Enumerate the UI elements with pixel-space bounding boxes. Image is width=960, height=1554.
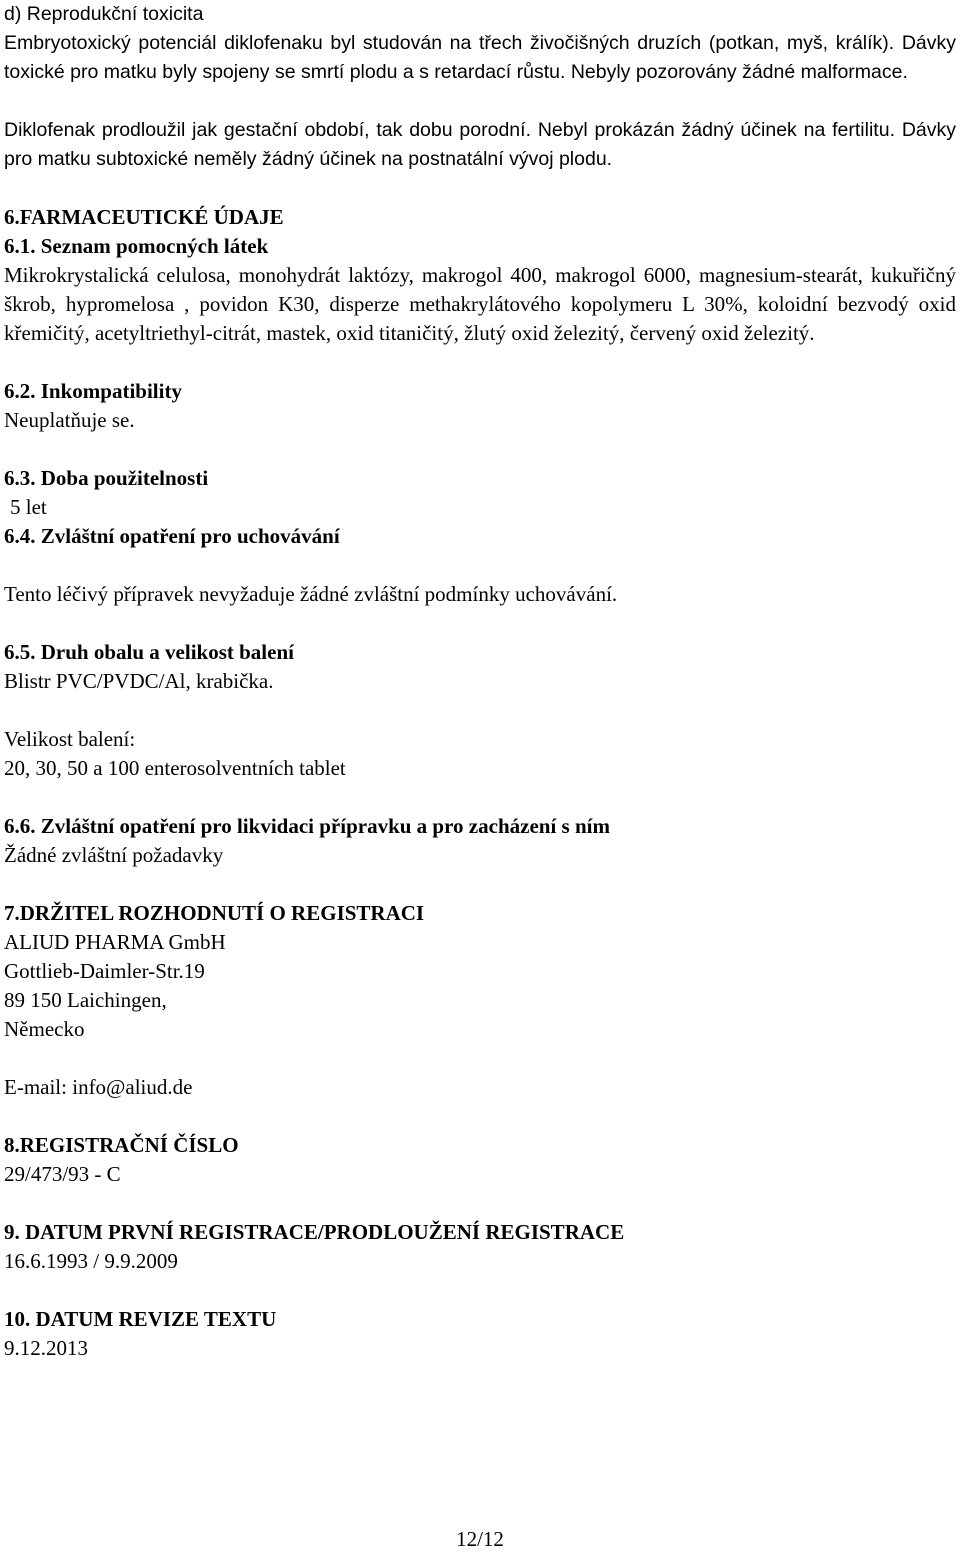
shelf-life-text: 5 let [10,495,47,519]
section-8-heading: 8.REGISTRAČNÍ ČÍSLO [4,1133,239,1157]
page-number: 12/12 [456,1527,504,1551]
registration-number: 29/473/93 - C [4,1162,121,1186]
section-6-5-heading: 6.5. Druh obalu a velikost balení [4,640,294,664]
document-page [4,0,956,1363]
revision-date: 9.12.2013 [4,1336,88,1360]
section-6-3-heading: 6.3. Doba použitelnosti [4,466,209,490]
section-9-heading: 9. DATUM PRVNÍ REGISTRACE/PRODLOUŽENÍ REGISTRACE [4,1220,625,1244]
pack-size-text: 20, 30, 50 a 100 enterosolventních tablet [4,756,346,780]
holder-email: E-mail: info@aliud.de [4,1075,193,1099]
container-text: Blistr PVC/PVDC/Al, krabička. [4,669,274,693]
registration-dates: 16.6.1993 / 9.9.2009 [4,1249,178,1273]
storage-text: Tento léčivý přípravek nevyžaduje žádné zvláštní podmínky uchovávání. [4,582,618,606]
pack-size-label: Velikost balení: [4,727,136,751]
excipients-list: Mikrokrystalická celulosa, monohydrát laktózy, makrogol 400, makrogol 6000, magnesium-stearát, kukuřičný škrob, hypromelosa , povidon K30, disperze methakrylátového kopolymeru L 30%, koloidní bezvodý oxid křemičitý, acetyltriethyl-citrát, mastek, oxid titaničitý, žlutý oxid železitý, červený oxid železitý. [4,263,956,345]
section-6-6-heading: 6.6. Zvláštní opatření pro likvidaci přípravku a pro zacházení s ním [4,814,610,838]
section-7-heading: 7.DRŽITEL ROZHODNUTÍ O REGISTRACI [4,901,425,925]
section-6-1-heading: 6.1. Seznam pomocných látek [4,234,269,258]
holder-country: Německo [4,1017,85,1041]
section-6-2-heading: 6.2. Inkompatibility [4,379,182,403]
holder-street: Gottlieb-Daimler-Str.19 [4,959,205,983]
section-10-heading: 10. DATUM REVIZE TEXTU [4,1307,277,1331]
incompatibilities-text: Neuplatňuje se. [4,408,135,432]
reproductive-toxicity-paragraph-1: Embryotoxický potenciál diklofenaku byl studován na třech živočišných druzích (potkan, myš, králík). Dávky toxické pro matku byly spojeny se smrtí plodu a s retardací růstu. Nebyly pozorovány žádné malformace. [4,32,956,83]
holder-company: ALIUD PHARMA GmbH [4,930,226,954]
reproductive-toxicity-paragraph-2: Diklofenak prodloužil jak gestační období, tak dobu porodní. Nebyl prokázán žádný účinek na fertilitu. Dávky pro matku subtoxické neměly žádný účinek na postnatální vývoj plodu. [4,119,956,170]
disposal-text: Žádné zvláštní požadavky [4,843,224,867]
section-6-4-heading: 6.4. Zvláštní opatření pro uchovávání [4,524,340,548]
reproductive-toxicity-heading: d) Reprodukční toxicita [4,3,204,25]
holder-city: 89 150 Laichingen, [4,988,167,1012]
section-6-heading: 6.FARMACEUTICKÉ ÚDAJE [4,205,284,229]
